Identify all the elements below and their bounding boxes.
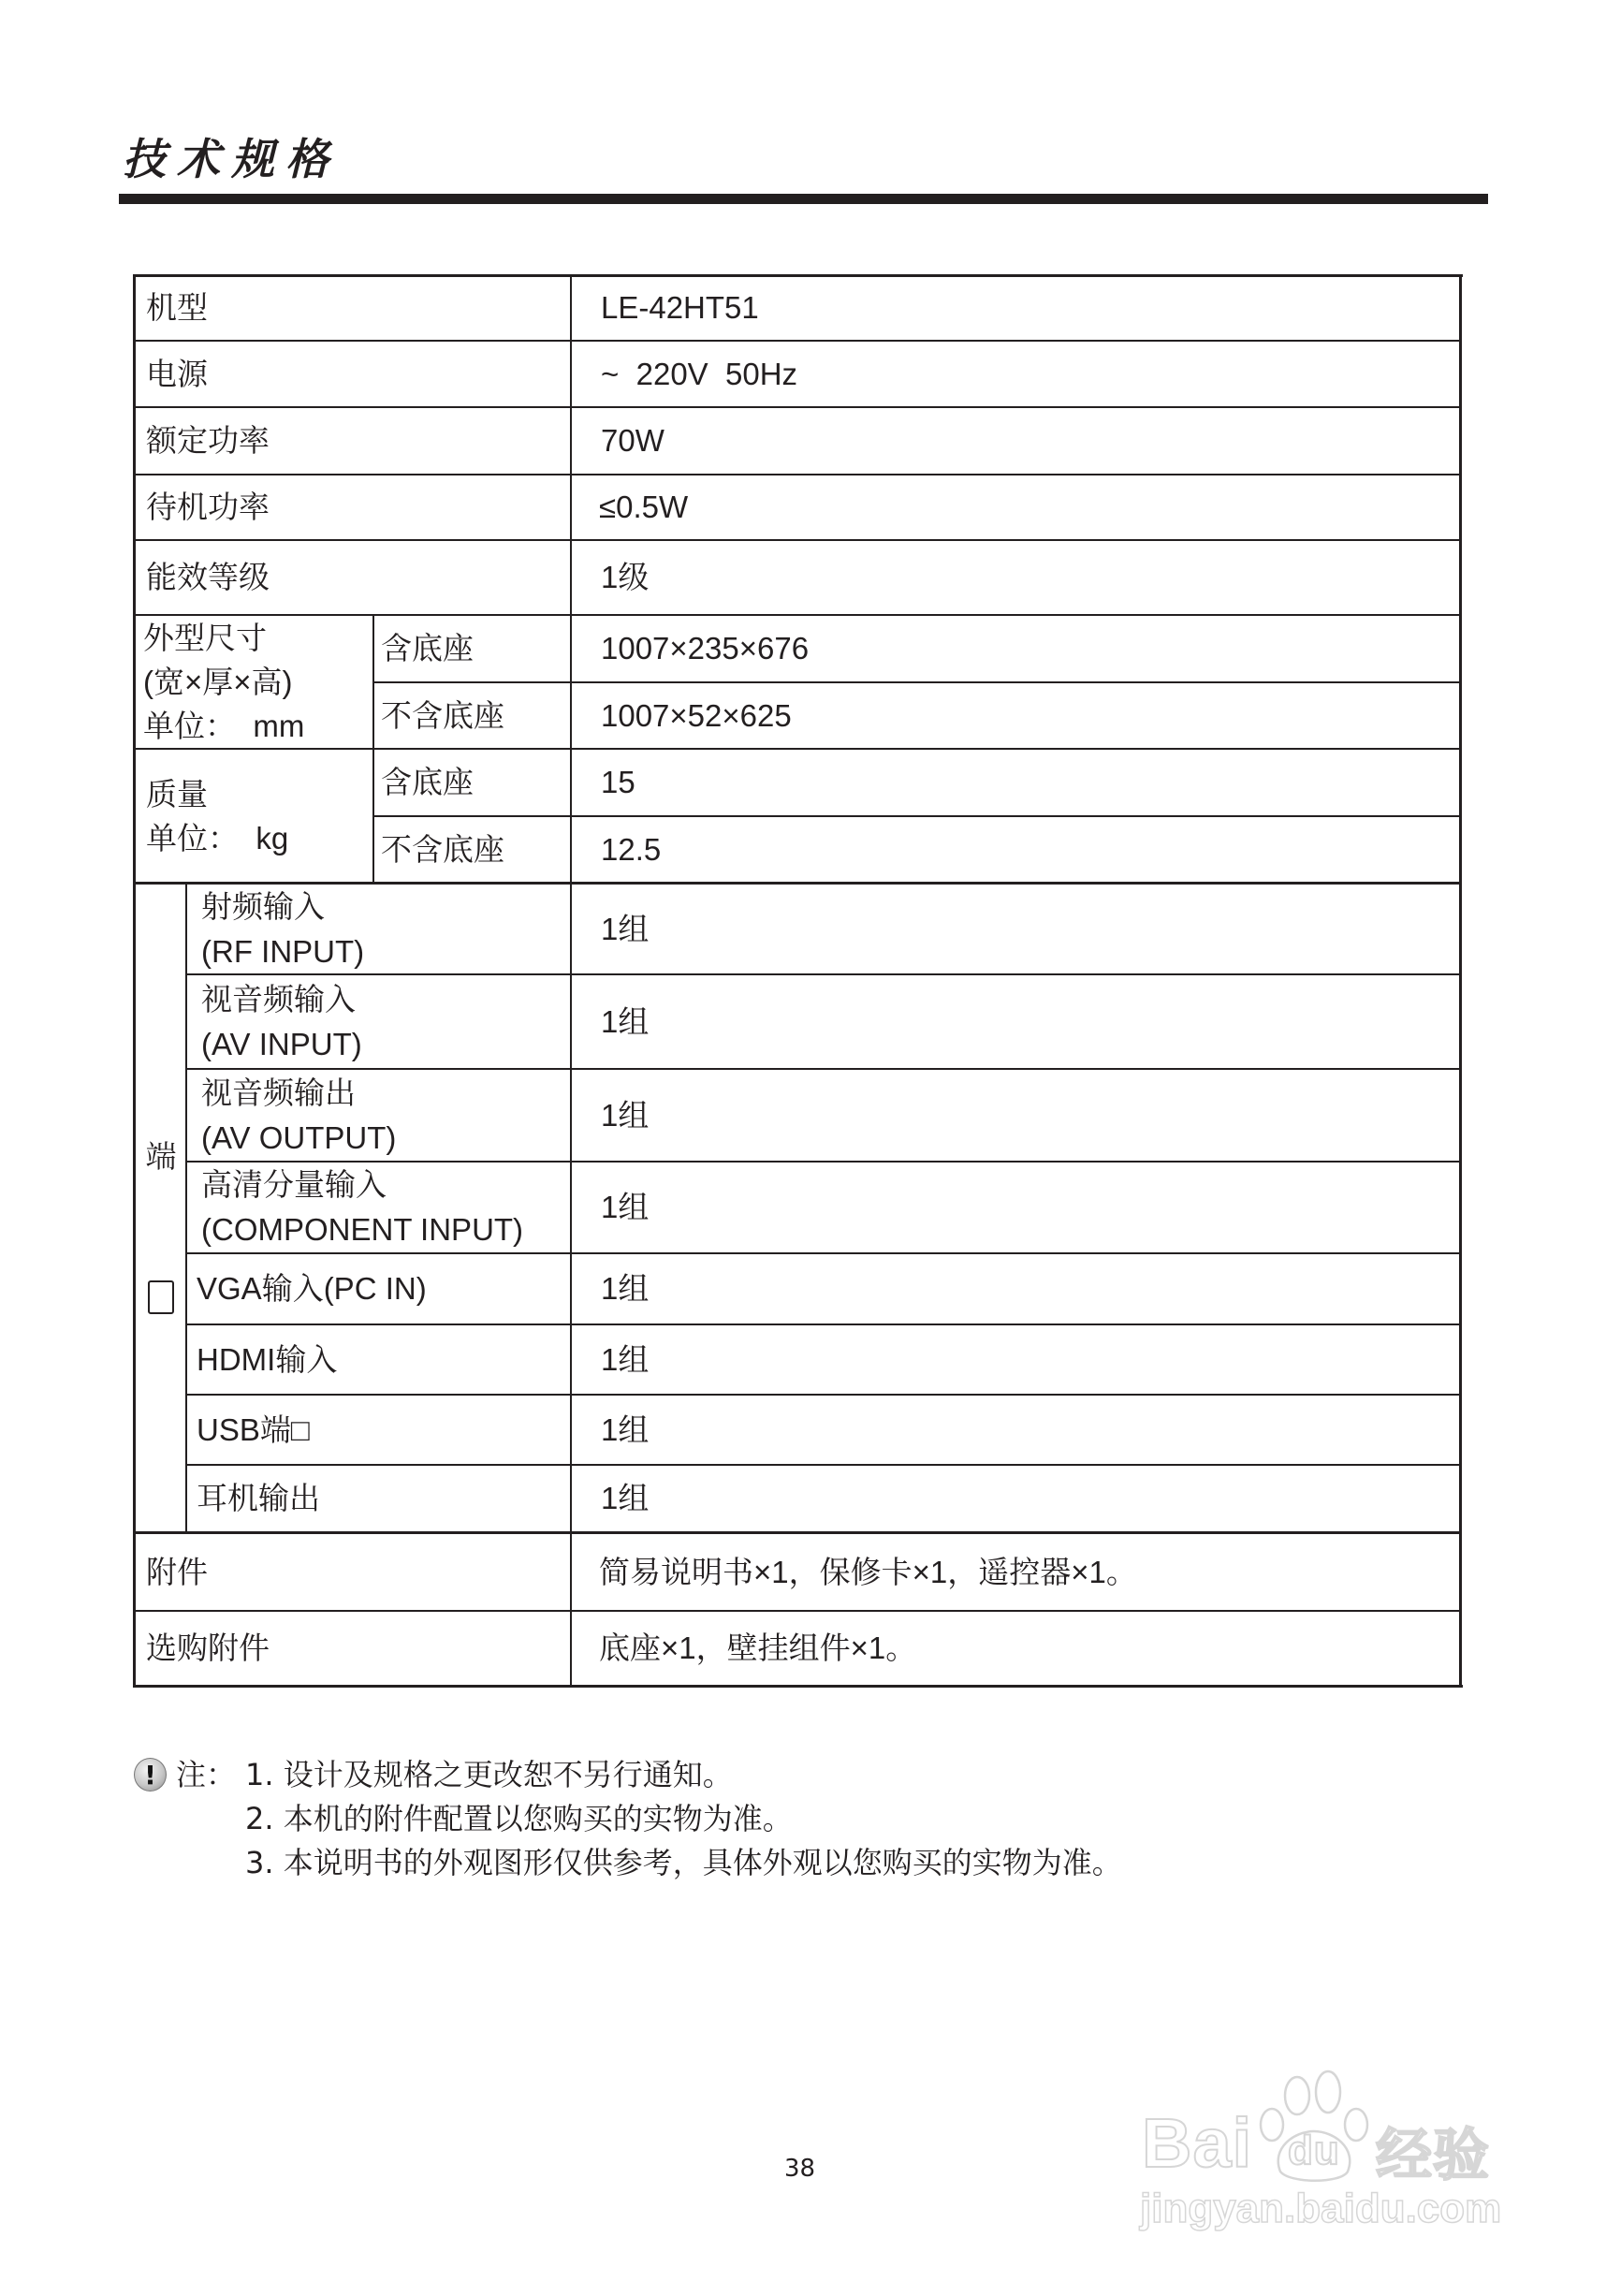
column-divider xyxy=(570,274,572,1688)
dimensions-with-stand-value: 1007×235×676 xyxy=(601,631,810,665)
port-hdmi-input-value: 1组 xyxy=(601,1341,650,1377)
watermark-brand-left: Bai xyxy=(1142,2104,1253,2182)
rated-power-value: 70W xyxy=(601,423,664,458)
note-item: 2. 本机的附件配置以您购买的实物为准。 xyxy=(245,1801,793,1836)
dimensions-without-stand-label: 不含底座 xyxy=(381,697,504,733)
accessories-value: 简易说明书×1，保修卡×1，遥控器×1。 xyxy=(599,1554,1137,1589)
row-divider xyxy=(134,748,1461,750)
port-label-line: (COMPONENT INPUT) xyxy=(201,1212,524,1247)
weight-with-stand-value: 15 xyxy=(601,765,635,799)
accessories-label: 附件 xyxy=(146,1554,208,1589)
note-item: 1. 设计及规格之更改恕不另行通知。 xyxy=(245,1757,733,1792)
rated-power-label: 额定功率 xyxy=(146,423,270,458)
table-border-top xyxy=(134,274,1463,277)
standby-power-label: 待机功率 xyxy=(146,490,270,524)
table-border-right xyxy=(1459,274,1462,1688)
energy-class-value: 1级 xyxy=(601,560,650,594)
watermark-brand-cn: 经验 xyxy=(1376,2123,1490,2188)
weight-with-stand-label: 含底座 xyxy=(381,765,474,799)
weight-without-stand-label: 不含底座 xyxy=(381,831,504,867)
energy-class-label: 能效等级 xyxy=(146,560,270,594)
row-divider xyxy=(134,474,1461,475)
port-label-line: 视音频输入 xyxy=(201,982,356,1016)
dimensions-label xyxy=(143,615,304,748)
weight-without-stand-value: 12.5 xyxy=(601,831,662,867)
power-supply-label: 电源 xyxy=(146,356,208,391)
ports-category-divider xyxy=(185,882,187,1533)
model-label: 机型 xyxy=(146,290,208,325)
title-rule xyxy=(119,194,1488,204)
dimensions-label-line: 外型尺寸 xyxy=(143,620,267,655)
power-supply-value: ~ 220V 50Hz xyxy=(601,356,798,391)
port-hdmi-input-label: HDMI输入 xyxy=(197,1341,338,1377)
port-av-input-value: 1组 xyxy=(601,1004,650,1039)
port-vga-input-value: 1组 xyxy=(601,1271,650,1306)
row-divider xyxy=(185,1323,1461,1325)
model-value: LE-42HT51 xyxy=(601,290,759,325)
port-rf-input-value: 1组 xyxy=(601,911,650,946)
port-component-input-value: 1组 xyxy=(601,1190,650,1224)
table-border-left xyxy=(133,274,136,1688)
note-item: 3. 本说明书的外观图形仅供参考，具体外观以您购买的实物为准。 xyxy=(245,1845,1122,1880)
dimensions-with-stand-label: 含底座 xyxy=(381,631,474,665)
table-border-bottom xyxy=(134,1685,1463,1688)
port-usb-value: 1组 xyxy=(601,1411,650,1447)
port-av-output-value: 1组 xyxy=(601,1097,650,1133)
standby-power-value: ≤0.5W xyxy=(599,490,689,524)
weight-label-line: 质量 xyxy=(146,776,208,812)
watermark-brand-paw-text: du xyxy=(1288,2128,1340,2173)
port-label-line: 视音频输出 xyxy=(201,1075,356,1110)
watermark-url: jingyan.baidu.com xyxy=(1140,2186,1502,2231)
optional-accessories-value: 底座×1，壁挂组件×1。 xyxy=(599,1631,917,1665)
port-usb-label: USB端□ xyxy=(197,1411,310,1447)
port-av-output-label xyxy=(201,1070,396,1161)
port-label-line: 射频输入 xyxy=(201,888,325,924)
port-label-line: (AV INPUT) xyxy=(201,1027,362,1061)
port-headphone-output-value: 1组 xyxy=(601,1481,650,1515)
notes-prefix: 注： xyxy=(176,1757,237,1792)
page-number: 38 xyxy=(784,2155,816,2183)
port-label-line: (RF INPUT) xyxy=(201,933,365,969)
dimensions-label-line: (宽×厚×高) xyxy=(143,664,293,699)
port-av-input-label xyxy=(201,976,362,1068)
baidu-jingyan-watermark xyxy=(1140,2055,1510,2237)
ports-category-label: 端 xyxy=(145,1139,177,1174)
dimensions-without-stand-value: 1007×52×625 xyxy=(601,697,792,733)
row-divider xyxy=(185,973,1461,975)
page-title: 技术规格 xyxy=(123,134,340,184)
port-headphone-output-label: 耳机输出 xyxy=(197,1481,320,1515)
row-divider xyxy=(134,406,1461,408)
port-label-line: 高清分量输入 xyxy=(201,1167,387,1202)
row-divider xyxy=(372,681,1461,683)
row-divider xyxy=(185,1464,1461,1466)
port-vga-input-label: VGA输入(PC IN) xyxy=(197,1271,427,1306)
dimensions-label-line: 单位： mm xyxy=(143,708,305,743)
row-divider xyxy=(134,539,1461,541)
missing-glyph-box xyxy=(148,1280,174,1314)
weight-label xyxy=(146,750,288,882)
exclamation-circle-icon: ! xyxy=(134,1758,167,1791)
weight-label-line: 单位： kg xyxy=(146,820,289,856)
port-rf-input-label xyxy=(201,885,364,973)
port-label-line: (AV OUTPUT) xyxy=(201,1119,397,1155)
row-divider xyxy=(185,1394,1461,1396)
port-component-input-label xyxy=(201,1163,523,1252)
optional-accessories-label: 选购附件 xyxy=(146,1631,270,1665)
row-divider xyxy=(372,815,1461,817)
